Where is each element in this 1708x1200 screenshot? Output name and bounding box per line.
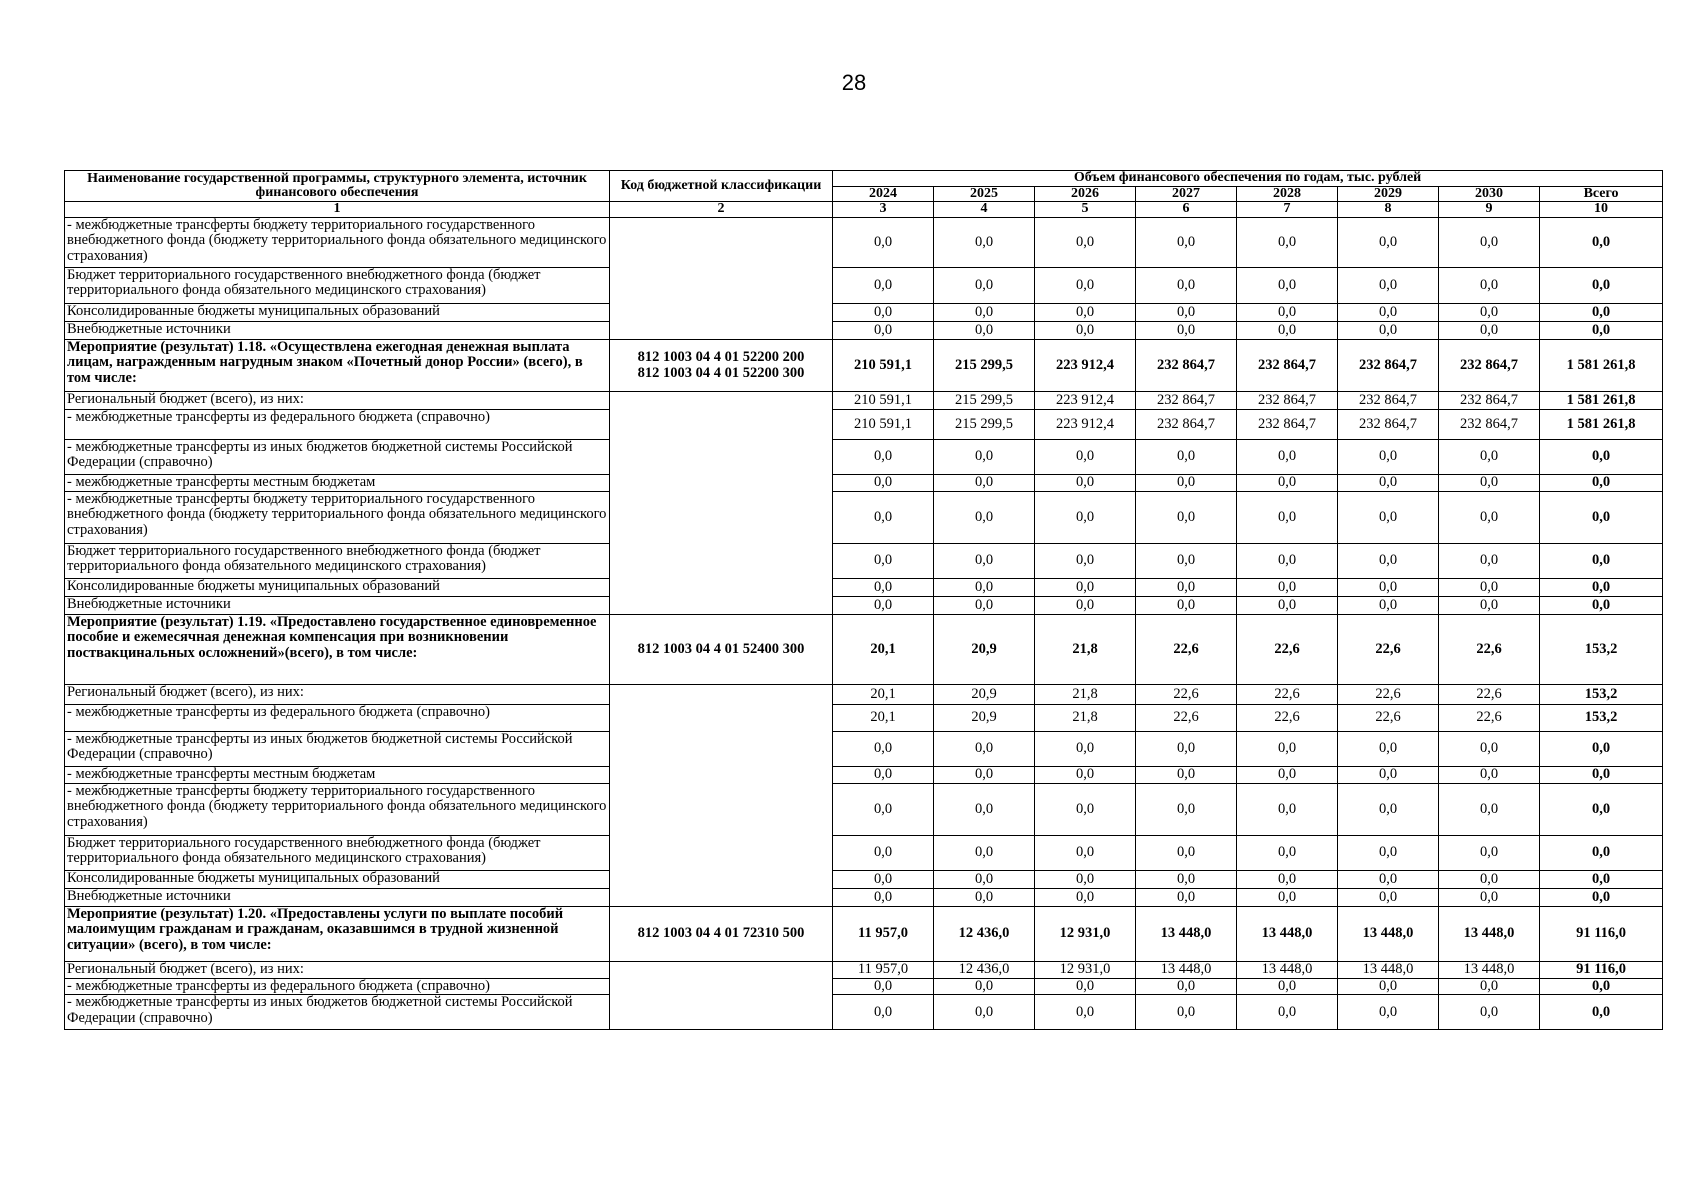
year-value-cell: 0,0 [1338, 304, 1439, 322]
year-value-cell: 0,0 [1439, 836, 1540, 871]
table-row [65, 705, 1663, 732]
year-value-cell: 20,9 [934, 705, 1035, 732]
year-value-cell: 22,6 [1439, 685, 1540, 705]
year-value-cell: 0,0 [1338, 322, 1439, 340]
year-value-cell: 0,0 [1237, 492, 1338, 544]
table-row [65, 304, 1663, 322]
year-value-cell: 0,0 [1136, 322, 1237, 340]
row-name-cell: - межбюджетные трансферты из федерального бюджета (справочно) [65, 410, 610, 440]
budget-code-cell: 812 1003 04 4 01 72310 500 [610, 907, 833, 962]
table-row [65, 685, 1663, 705]
year-value-cell: 0,0 [1035, 492, 1136, 544]
year-value-cell: 232 864,7 [1338, 340, 1439, 392]
year-value-cell: 0,0 [1439, 889, 1540, 907]
total-value-cell: 1 581 261,8 [1540, 392, 1663, 410]
table-row [65, 597, 1663, 615]
header-year: 2026 [1035, 186, 1136, 202]
year-value-cell: 232 864,7 [1136, 340, 1237, 392]
year-value-cell: 215 299,5 [934, 392, 1035, 410]
column-index: 2 [610, 202, 833, 218]
row-name-cell: Внебюджетные источники [65, 322, 610, 340]
header-year: 2024 [833, 186, 934, 202]
total-value-cell: 153,2 [1540, 615, 1663, 685]
year-value-cell: 22,6 [1136, 705, 1237, 732]
year-value-cell: 0,0 [934, 475, 1035, 492]
year-value-cell: 0,0 [934, 767, 1035, 784]
row-name-cell: Бюджет территориального государственного внебюджетного фонда (бюджет территориального фонда обязательного медицинского страхования) [65, 268, 610, 304]
year-value-cell: 11 957,0 [833, 962, 934, 979]
year-value-cell: 21,8 [1035, 615, 1136, 685]
table-row [65, 979, 1663, 995]
year-value-cell: 0,0 [934, 732, 1035, 767]
year-value-cell: 13 448,0 [1439, 907, 1540, 962]
year-value-cell: 0,0 [1237, 979, 1338, 995]
year-value-cell: 0,0 [1035, 322, 1136, 340]
total-value-cell: 0,0 [1540, 889, 1663, 907]
table-row [65, 962, 1663, 979]
row-name-cell: Внебюджетные источники [65, 597, 610, 615]
year-value-cell: 0,0 [1237, 597, 1338, 615]
year-value-cell: 22,6 [1237, 615, 1338, 685]
table-row [65, 410, 1663, 440]
row-name-cell: - межбюджетные трансферты бюджету территориального государственного внебюджетного фонда (бюджету территориального фонда обязательного медицинского страхования) [65, 492, 610, 544]
year-value-cell: 0,0 [1035, 784, 1136, 836]
year-value-cell: 12 436,0 [934, 962, 1035, 979]
year-value-cell: 0,0 [1237, 995, 1338, 1030]
year-value-cell: 0,0 [833, 597, 934, 615]
year-value-cell: 0,0 [833, 304, 934, 322]
year-value-cell: 0,0 [1237, 889, 1338, 907]
year-value-cell: 22,6 [1136, 685, 1237, 705]
year-value-cell: 13 448,0 [1237, 962, 1338, 979]
year-value-cell: 0,0 [1136, 440, 1237, 475]
year-value-cell: 0,0 [1237, 836, 1338, 871]
year-value-cell: 0,0 [1237, 440, 1338, 475]
year-value-cell: 0,0 [1136, 597, 1237, 615]
year-value-cell: 0,0 [1338, 836, 1439, 871]
table-row [65, 492, 1663, 544]
year-value-cell: 13 448,0 [1338, 962, 1439, 979]
year-value-cell: 0,0 [1035, 544, 1136, 579]
table-row [65, 871, 1663, 889]
header-year: 2029 [1338, 186, 1439, 202]
year-value-cell: 0,0 [1439, 218, 1540, 268]
year-value-cell: 232 864,7 [1338, 392, 1439, 410]
budget-code-cell: 812 1003 04 4 01 52200 200 812 1003 04 4 01 52200 300 [610, 340, 833, 392]
row-name-cell: - межбюджетные трансферты бюджету территориального государственного внебюджетного фонда (бюджету территориального фонда обязательного медицинского страхования) [65, 218, 610, 268]
year-value-cell: 0,0 [934, 544, 1035, 579]
year-value-cell: 0,0 [934, 440, 1035, 475]
year-value-cell: 0,0 [934, 597, 1035, 615]
year-value-cell: 223 912,4 [1035, 340, 1136, 392]
year-value-cell: 0,0 [1136, 492, 1237, 544]
row-name-cell: Консолидированные бюджеты муниципальных образований [65, 871, 610, 889]
year-value-cell: 232 864,7 [1237, 392, 1338, 410]
year-value-cell: 22,6 [1338, 705, 1439, 732]
year-value-cell: 0,0 [1237, 871, 1338, 889]
total-value-cell: 0,0 [1540, 440, 1663, 475]
total-value-cell: 1 581 261,8 [1540, 340, 1663, 392]
year-value-cell: 0,0 [1035, 579, 1136, 597]
year-value-cell: 22,6 [1439, 705, 1540, 732]
row-name-cell: - межбюджетные трансферты из иных бюджетов бюджетной системы Российской Федерации (справочно) [65, 732, 610, 767]
year-value-cell: 0,0 [1035, 268, 1136, 304]
row-name-cell: Мероприятие (результат) 1.19. «Предоставлено государственное единовременное пособие и ежемесячная денежная компенсация при возникновении поствакцинальных осложнений»(всего), в том числе: [65, 615, 610, 685]
column-index: 10 [1540, 202, 1663, 218]
total-value-cell: 0,0 [1540, 304, 1663, 322]
year-value-cell: 0,0 [1136, 836, 1237, 871]
year-value-cell: 0,0 [1237, 732, 1338, 767]
year-value-cell: 22,6 [1338, 615, 1439, 685]
year-value-cell: 215 299,5 [934, 410, 1035, 440]
column-index: 5 [1035, 202, 1136, 218]
year-value-cell: 0,0 [934, 579, 1035, 597]
total-value-cell: 0,0 [1540, 836, 1663, 871]
year-value-cell: 0,0 [1237, 322, 1338, 340]
year-value-cell: 0,0 [1136, 732, 1237, 767]
column-index: 7 [1237, 202, 1338, 218]
year-value-cell: 22,6 [1439, 615, 1540, 685]
year-value-cell: 0,0 [1439, 597, 1540, 615]
year-value-cell: 0,0 [1439, 268, 1540, 304]
column-index: 9 [1439, 202, 1540, 218]
year-value-cell: 0,0 [1338, 767, 1439, 784]
year-value-cell: 0,0 [1439, 871, 1540, 889]
year-value-cell: 0,0 [934, 979, 1035, 995]
table-body [65, 218, 1663, 1030]
year-value-cell: 13 448,0 [1439, 962, 1540, 979]
total-value-cell: 91 116,0 [1540, 962, 1663, 979]
year-value-cell: 232 864,7 [1237, 340, 1338, 392]
budget-table [64, 170, 1663, 1030]
year-value-cell: 20,1 [833, 615, 934, 685]
year-value-cell: 0,0 [1136, 218, 1237, 268]
year-value-cell: 0,0 [1136, 995, 1237, 1030]
year-value-cell: 0,0 [1338, 597, 1439, 615]
table-row [65, 995, 1663, 1030]
year-value-cell: 13 448,0 [1237, 907, 1338, 962]
year-value-cell: 0,0 [1237, 784, 1338, 836]
year-value-cell: 0,0 [1439, 544, 1540, 579]
year-value-cell: 223 912,4 [1035, 392, 1136, 410]
total-value-cell: 0,0 [1540, 732, 1663, 767]
year-value-cell: 0,0 [833, 979, 934, 995]
row-name-cell: Консолидированные бюджеты муниципальных образований [65, 579, 610, 597]
year-value-cell: 0,0 [833, 322, 934, 340]
year-value-cell: 0,0 [934, 268, 1035, 304]
year-value-cell: 0,0 [833, 995, 934, 1030]
year-value-cell: 0,0 [1035, 995, 1136, 1030]
year-value-cell: 0,0 [833, 440, 934, 475]
year-value-cell: 0,0 [1338, 889, 1439, 907]
year-value-cell: 0,0 [1338, 979, 1439, 995]
row-name-cell: - межбюджетные трансферты из федерального бюджета (справочно) [65, 979, 610, 995]
year-value-cell: 0,0 [1338, 544, 1439, 579]
header-year: 2030 [1439, 186, 1540, 202]
year-value-cell: 0,0 [1035, 836, 1136, 871]
event-row [65, 907, 1663, 962]
year-value-cell: 0,0 [1237, 218, 1338, 268]
year-value-cell: 0,0 [1439, 732, 1540, 767]
total-value-cell: 153,2 [1540, 685, 1663, 705]
year-value-cell: 0,0 [1136, 579, 1237, 597]
table-row [65, 767, 1663, 784]
year-value-cell: 232 864,7 [1338, 410, 1439, 440]
row-name-cell: - межбюджетные трансферты бюджету территориального государственного внебюджетного фонда (бюджету территориального фонда обязательного медицинского страхования) [65, 784, 610, 836]
year-value-cell: 0,0 [1439, 579, 1540, 597]
year-value-cell: 0,0 [833, 544, 934, 579]
row-name-cell: Региональный бюджет (всего), из них: [65, 962, 610, 979]
year-value-cell: 0,0 [1237, 767, 1338, 784]
year-value-cell: 0,0 [1439, 322, 1540, 340]
table-row [65, 475, 1663, 492]
year-value-cell: 21,8 [1035, 705, 1136, 732]
year-value-cell: 12 436,0 [934, 907, 1035, 962]
year-value-cell: 0,0 [1338, 218, 1439, 268]
table-row [65, 218, 1663, 268]
year-value-cell: 232 864,7 [1439, 340, 1540, 392]
table-row [65, 440, 1663, 475]
total-value-cell: 1 581 261,8 [1540, 410, 1663, 440]
header-year: 2027 [1136, 186, 1237, 202]
budget-code-cell [610, 392, 833, 615]
table-row [65, 322, 1663, 340]
row-name-cell: Региональный бюджет (всего), из них: [65, 685, 610, 705]
year-value-cell: 0,0 [1136, 767, 1237, 784]
year-value-cell: 0,0 [934, 322, 1035, 340]
year-value-cell: 0,0 [1136, 304, 1237, 322]
year-value-cell: 0,0 [934, 871, 1035, 889]
total-value-cell: 0,0 [1540, 871, 1663, 889]
year-value-cell: 0,0 [1439, 995, 1540, 1030]
header-total: Всего [1540, 186, 1663, 202]
column-index: 6 [1136, 202, 1237, 218]
column-index: 4 [934, 202, 1035, 218]
year-value-cell: 0,0 [1439, 304, 1540, 322]
total-value-cell: 0,0 [1540, 322, 1663, 340]
year-value-cell: 0,0 [833, 767, 934, 784]
year-value-cell: 0,0 [1237, 475, 1338, 492]
year-value-cell: 22,6 [1237, 705, 1338, 732]
header-code-column: Код бюджетной классификации [610, 171, 833, 202]
year-value-cell: 22,6 [1237, 685, 1338, 705]
year-value-cell: 0,0 [833, 218, 934, 268]
year-value-cell: 0,0 [1035, 889, 1136, 907]
total-value-cell: 0,0 [1540, 475, 1663, 492]
year-value-cell: 232 864,7 [1136, 410, 1237, 440]
year-value-cell: 0,0 [1439, 784, 1540, 836]
year-value-cell: 232 864,7 [1439, 410, 1540, 440]
year-value-cell: 0,0 [1338, 440, 1439, 475]
year-value-cell: 0,0 [1338, 784, 1439, 836]
table-row [65, 579, 1663, 597]
total-value-cell: 0,0 [1540, 218, 1663, 268]
year-value-cell: 0,0 [934, 304, 1035, 322]
year-value-cell: 210 591,1 [833, 340, 934, 392]
total-value-cell: 0,0 [1540, 579, 1663, 597]
year-value-cell: 12 931,0 [1035, 962, 1136, 979]
year-value-cell: 0,0 [833, 871, 934, 889]
page-number: 28 [841, 70, 867, 95]
row-name-cell: Внебюджетные источники [65, 889, 610, 907]
total-value-cell: 0,0 [1540, 597, 1663, 615]
year-value-cell: 0,0 [1338, 732, 1439, 767]
year-value-cell: 232 864,7 [1136, 392, 1237, 410]
year-value-cell: 0,0 [1439, 767, 1540, 784]
row-name-cell: - межбюджетные трансферты из иных бюджетов бюджетной системы Российской Федерации (справочно) [65, 995, 610, 1030]
year-value-cell: 232 864,7 [1237, 410, 1338, 440]
year-value-cell: 0,0 [833, 836, 934, 871]
year-value-cell: 22,6 [1136, 615, 1237, 685]
table-row [65, 836, 1663, 871]
year-value-cell: 0,0 [833, 268, 934, 304]
year-value-cell: 0,0 [1338, 871, 1439, 889]
year-value-cell: 20,9 [934, 615, 1035, 685]
year-value-cell: 232 864,7 [1439, 392, 1540, 410]
year-value-cell: 0,0 [934, 836, 1035, 871]
total-value-cell: 0,0 [1540, 784, 1663, 836]
table-row [65, 889, 1663, 907]
total-value-cell: 0,0 [1540, 767, 1663, 784]
table-row [65, 732, 1663, 767]
table-row [65, 544, 1663, 579]
budget-code-cell: 812 1003 04 4 01 52400 300 [610, 615, 833, 685]
year-value-cell: 0,0 [1338, 268, 1439, 304]
year-value-cell: 0,0 [934, 995, 1035, 1030]
total-value-cell: 91 116,0 [1540, 907, 1663, 962]
year-value-cell: 0,0 [1338, 492, 1439, 544]
year-value-cell: 13 448,0 [1136, 907, 1237, 962]
row-name-cell: Мероприятие (результат) 1.18. «Осуществлена ежегодная денежная выплата лицам, награжденным нагрудным знаком «Почетный донор России» (всего), в том числе: [65, 340, 610, 392]
column-index: 1 [65, 202, 610, 218]
event-row [65, 340, 1663, 392]
header-volume-group: Объем финансового обеспечения по годам, тыс. рублей [833, 171, 1663, 187]
row-name-cell: Консолидированные бюджеты муниципальных образований [65, 304, 610, 322]
year-value-cell: 22,6 [1338, 685, 1439, 705]
year-value-cell: 0,0 [1136, 889, 1237, 907]
year-value-cell: 0,0 [934, 218, 1035, 268]
budget-code-cell [610, 962, 833, 1030]
year-value-cell: 0,0 [1035, 475, 1136, 492]
year-value-cell: 0,0 [1237, 579, 1338, 597]
year-value-cell: 0,0 [934, 784, 1035, 836]
year-value-cell: 0,0 [1338, 579, 1439, 597]
year-value-cell: 0,0 [1136, 475, 1237, 492]
year-value-cell: 0,0 [934, 889, 1035, 907]
year-value-cell: 0,0 [1035, 597, 1136, 615]
row-name-cell: - межбюджетные трансферты из федерального бюджета (справочно) [65, 705, 610, 732]
year-value-cell: 12 931,0 [1035, 907, 1136, 962]
year-value-cell: 0,0 [1035, 732, 1136, 767]
year-value-cell: 0,0 [934, 492, 1035, 544]
total-value-cell: 0,0 [1540, 995, 1663, 1030]
total-value-cell: 0,0 [1540, 544, 1663, 579]
event-row [65, 615, 1663, 685]
year-value-cell: 0,0 [833, 579, 934, 597]
year-value-cell: 210 591,1 [833, 392, 934, 410]
column-index: 8 [1338, 202, 1439, 218]
year-value-cell: 20,1 [833, 685, 934, 705]
year-value-cell: 0,0 [1237, 544, 1338, 579]
year-value-cell: 21,8 [1035, 685, 1136, 705]
year-value-cell: 0,0 [1338, 475, 1439, 492]
year-value-cell: 0,0 [833, 475, 934, 492]
year-value-cell: 20,9 [934, 685, 1035, 705]
year-value-cell: 0,0 [1338, 995, 1439, 1030]
year-value-cell: 0,0 [1136, 544, 1237, 579]
header-year: 2028 [1237, 186, 1338, 202]
year-value-cell: 0,0 [833, 889, 934, 907]
year-value-cell: 0,0 [1136, 871, 1237, 889]
budget-code-cell [610, 218, 833, 340]
year-value-cell: 0,0 [1439, 979, 1540, 995]
year-value-cell: 11 957,0 [833, 907, 934, 962]
year-value-cell: 0,0 [1035, 979, 1136, 995]
year-value-cell: 20,1 [833, 705, 934, 732]
year-value-cell: 0,0 [1035, 218, 1136, 268]
table-row [65, 268, 1663, 304]
table-row [65, 392, 1663, 410]
year-value-cell: 0,0 [1035, 871, 1136, 889]
total-value-cell: 0,0 [1540, 979, 1663, 995]
year-value-cell: 0,0 [1439, 492, 1540, 544]
year-value-cell: 210 591,1 [833, 410, 934, 440]
year-value-cell: 0,0 [1035, 304, 1136, 322]
year-value-cell: 0,0 [833, 732, 934, 767]
header-year: 2025 [934, 186, 1035, 202]
year-value-cell: 215 299,5 [934, 340, 1035, 392]
table-row [65, 784, 1663, 836]
year-value-cell: 13 448,0 [1136, 962, 1237, 979]
budget-code-cell [610, 685, 833, 907]
year-value-cell: 0,0 [833, 492, 934, 544]
year-value-cell: 223 912,4 [1035, 410, 1136, 440]
row-name-cell: - межбюджетные трансферты местным бюджетам [65, 767, 610, 784]
year-value-cell: 0,0 [1439, 440, 1540, 475]
year-value-cell: 0,0 [1136, 268, 1237, 304]
table-header [65, 171, 1663, 218]
total-value-cell: 0,0 [1540, 268, 1663, 304]
year-value-cell: 13 448,0 [1338, 907, 1439, 962]
row-name-cell: Бюджет территориального государственного внебюджетного фонда (бюджет территориального фонда обязательного медицинского страхования) [65, 544, 610, 579]
total-value-cell: 0,0 [1540, 492, 1663, 544]
year-value-cell: 0,0 [1237, 268, 1338, 304]
year-value-cell: 0,0 [1035, 767, 1136, 784]
row-name-cell: - межбюджетные трансферты местным бюджетам [65, 475, 610, 492]
year-value-cell: 0,0 [1136, 979, 1237, 995]
year-value-cell: 0,0 [1237, 304, 1338, 322]
year-value-cell: 0,0 [1136, 784, 1237, 836]
year-value-cell: 0,0 [1035, 440, 1136, 475]
total-value-cell: 153,2 [1540, 705, 1663, 732]
column-index: 3 [833, 202, 934, 218]
year-value-cell: 0,0 [1439, 475, 1540, 492]
row-name-cell: Мероприятие (результат) 1.20. «Предоставлены услуги по выплате пособий малоимущим гражданам и гражданам, оказавшимся в трудной жизненной ситуации» (всего), в том числе: [65, 907, 610, 962]
year-value-cell: 0,0 [833, 784, 934, 836]
header-name-column: Наименование государственной программы, структурного элемента, источник финансового обеспечения [65, 171, 610, 202]
row-name-cell: Региональный бюджет (всего), из них: [65, 392, 610, 410]
row-name-cell: - межбюджетные трансферты из иных бюджетов бюджетной системы Российской Федерации (справочно) [65, 440, 610, 475]
row-name-cell: Бюджет территориального государственного внебюджетного фонда (бюджет территориального фонда обязательного медицинского страхования) [65, 836, 610, 871]
